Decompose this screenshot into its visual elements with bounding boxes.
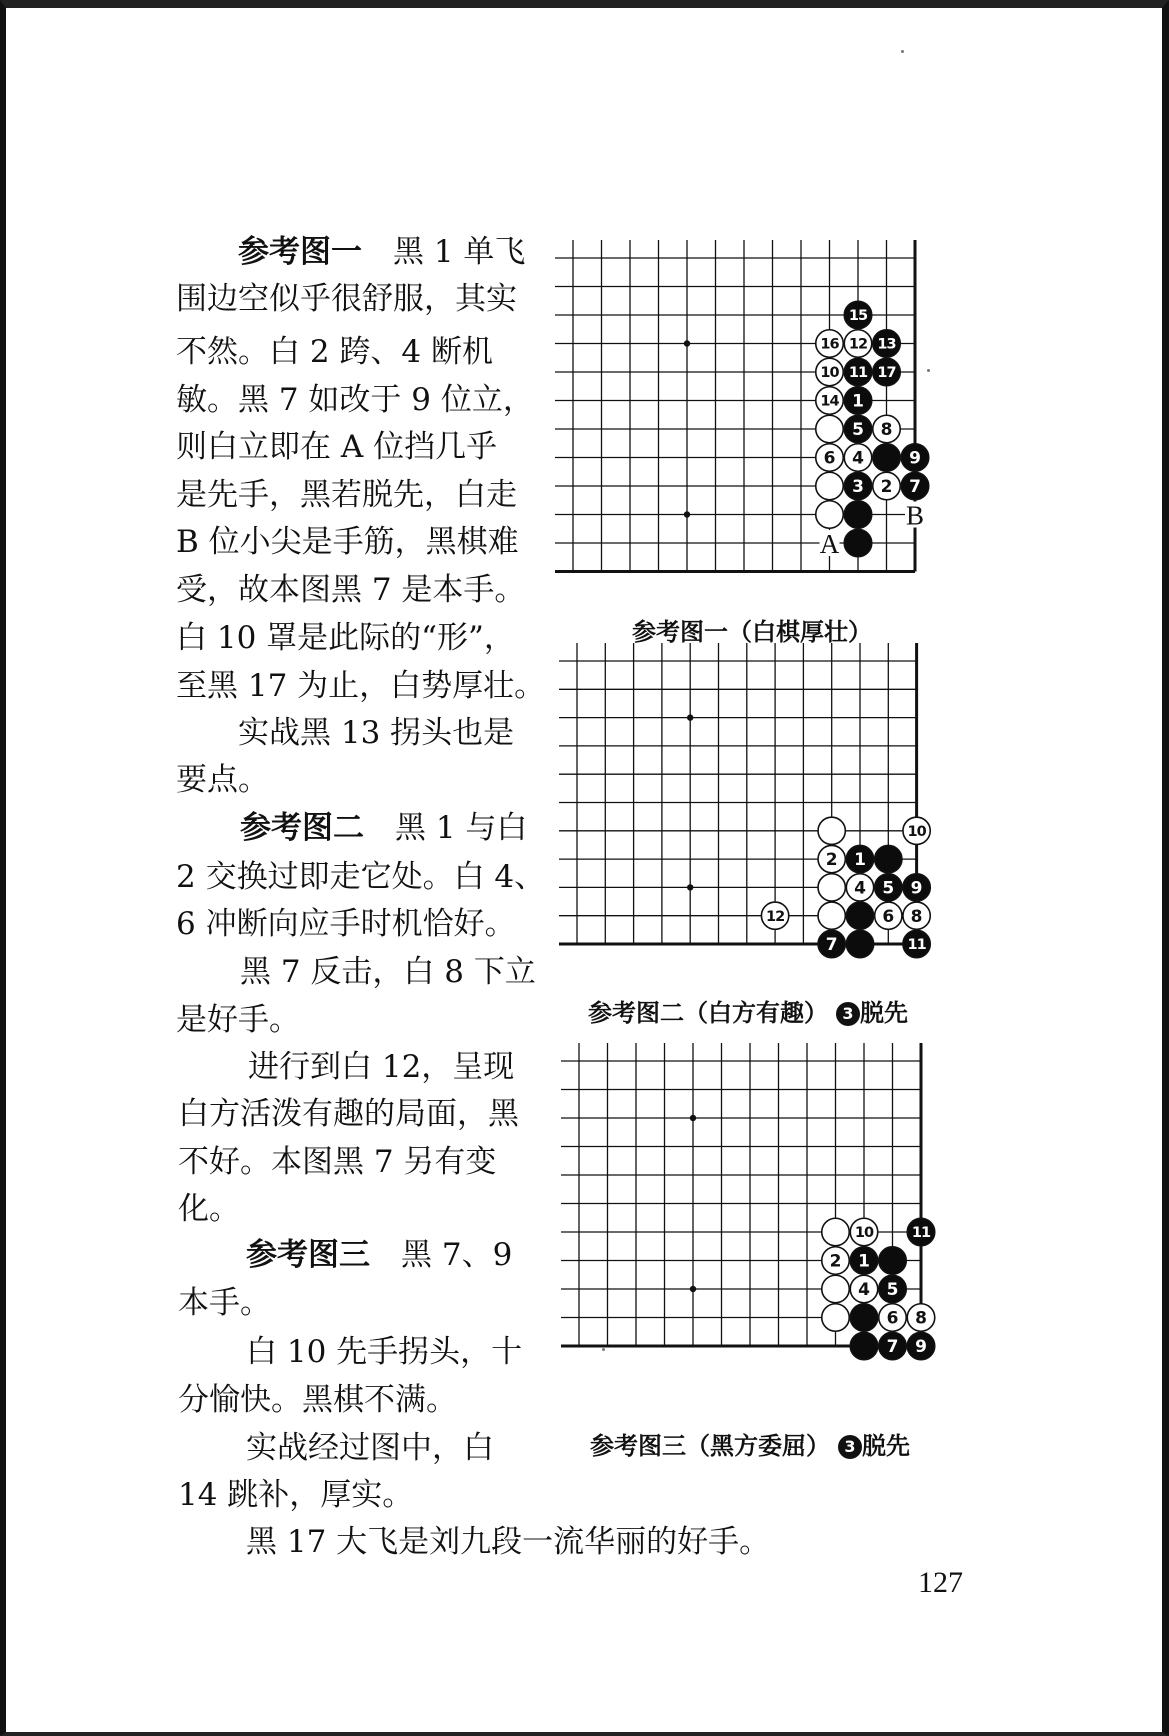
white-stone xyxy=(761,902,788,929)
stone-move-number: 7 xyxy=(886,1337,899,1358)
text-line: 本手。 xyxy=(178,1285,271,1321)
white-stone xyxy=(816,501,844,529)
black-stone xyxy=(846,930,873,957)
stone-move-number: 6 xyxy=(882,906,895,927)
text-line: 进行到白 12，呈现 xyxy=(248,1049,515,1085)
text-line: 白 10 罩是此际的“形”， xyxy=(176,620,515,656)
go-diagram-1 xyxy=(555,240,955,596)
stone-move-number: 11 xyxy=(907,937,926,954)
black-stone xyxy=(844,415,872,443)
white-stone xyxy=(822,1247,850,1275)
white-stone xyxy=(816,330,844,358)
stone-move-number: 12 xyxy=(766,908,785,925)
text-line: B 位小尖是手筋，黑棋难 xyxy=(176,524,519,560)
black-stone xyxy=(903,874,930,901)
stone-move-number: 9 xyxy=(910,878,923,899)
black-stone xyxy=(873,444,901,472)
black-stone xyxy=(903,930,930,957)
stone-move-number: 1 xyxy=(854,850,866,871)
stone-move-number: 6 xyxy=(823,448,836,469)
black-stone-marker-icon: 3 xyxy=(836,1002,860,1026)
text-line: 参考图三 黑 7、9 xyxy=(246,1237,513,1273)
white-stone xyxy=(818,874,845,901)
go-diagram-2 xyxy=(559,643,959,988)
black-stone xyxy=(846,845,873,872)
text-line: 不然。白 2 跨、4 断机 xyxy=(176,334,494,370)
stone-move-number: 7 xyxy=(909,477,921,498)
stone-move-number: 9 xyxy=(909,448,921,469)
stone-move-number: 6 xyxy=(886,1308,899,1329)
figure-heading: 参考图三 xyxy=(246,1237,370,1273)
text-line: 不好。本图黑 7 另有变 xyxy=(178,1144,497,1180)
stone-move-number: 10 xyxy=(820,365,839,382)
stone-move-number: 3 xyxy=(852,477,864,498)
white-stone xyxy=(822,1275,850,1303)
go-diagram-3 xyxy=(561,1043,961,1393)
black-stone xyxy=(844,529,872,557)
star-point xyxy=(687,884,693,890)
star-point xyxy=(690,1286,696,1292)
stone-move-number: 5 xyxy=(852,420,864,441)
text-line: 敏。黑 7 如改于 9 位立， xyxy=(176,382,534,418)
white-stone xyxy=(822,1218,850,1246)
black-stone xyxy=(907,1218,935,1246)
stone-move-number: 12 xyxy=(848,336,868,353)
stone-move-number: 2 xyxy=(825,850,838,871)
diagram-caption-2: 参考图二（白方有趣） 3 脱先 xyxy=(588,999,908,1027)
stone-move-number: 1 xyxy=(852,391,864,412)
white-stone xyxy=(873,415,901,443)
black-stone xyxy=(873,330,901,358)
black-stone xyxy=(844,387,872,415)
stone-move-number: 11 xyxy=(848,365,868,382)
stone-move-number: 9 xyxy=(915,1337,927,1358)
stone-move-number: 8 xyxy=(880,420,893,441)
white-stone xyxy=(822,1304,850,1332)
black-stone xyxy=(844,472,872,500)
black-stone xyxy=(850,1304,878,1332)
white-stone xyxy=(846,874,873,901)
stone-move-number: 2 xyxy=(880,477,893,498)
black-stone xyxy=(901,472,929,500)
white-stone xyxy=(844,330,872,358)
scan-speck xyxy=(602,1348,605,1351)
stone-move-number: 13 xyxy=(877,336,896,353)
diagram-caption-3: 参考图三（黑方委屈） 3 脱先 xyxy=(590,1432,910,1460)
figure-heading: 参考图一 xyxy=(238,234,362,270)
white-stone xyxy=(879,1304,907,1332)
black-stone xyxy=(879,1332,907,1360)
text-line: 参考图二 黑 1 与白 xyxy=(240,810,528,846)
stone-move-number: 4 xyxy=(852,448,864,469)
white-stone xyxy=(850,1218,878,1246)
scan-speck xyxy=(901,50,904,53)
white-stone xyxy=(907,1304,935,1332)
white-stone xyxy=(818,817,845,844)
stone-move-number: 8 xyxy=(910,906,923,927)
text-line: 实战黑 13 拐头也是 xyxy=(238,715,515,751)
stone-move-number: 5 xyxy=(886,1280,899,1301)
text-line: 受，故本图黑 7 是本手。 xyxy=(176,572,526,608)
text-line: 围边空似乎很舒服，其实 xyxy=(176,281,517,317)
text-line: 至黑 17 为止，白势厚壮。 xyxy=(176,668,546,704)
black-stone xyxy=(879,1247,907,1275)
star-point xyxy=(684,511,690,517)
stone-move-number: 7 xyxy=(825,935,838,956)
diagram-caption-1: 参考图一（白棋厚壮） xyxy=(632,618,872,646)
stone-move-number: 4 xyxy=(858,1280,870,1301)
figure-heading: 参考图二 xyxy=(240,810,364,846)
scan-speck xyxy=(927,369,930,372)
text-line: 是好手。 xyxy=(176,1002,300,1038)
black-stone xyxy=(873,358,901,386)
black-stone xyxy=(844,301,872,329)
stone-move-number: 16 xyxy=(820,336,839,353)
star-point xyxy=(690,1115,696,1121)
black-stone xyxy=(844,358,872,386)
point-letter: A xyxy=(819,529,840,559)
white-stone xyxy=(816,387,844,415)
stone-move-number: 2 xyxy=(829,1251,842,1272)
stone-move-number: 10 xyxy=(907,824,926,841)
stone-move-number: 10 xyxy=(854,1225,874,1242)
text-line: 实战经过图中，白 xyxy=(246,1430,494,1466)
white-stone xyxy=(903,817,930,844)
black-stone xyxy=(844,501,872,529)
white-stone xyxy=(873,472,901,500)
text-line: 是先手，黑若脱先，白走 xyxy=(176,477,517,513)
stone-move-number: 5 xyxy=(882,878,895,899)
stone-move-number: 8 xyxy=(915,1308,927,1329)
black-stone xyxy=(818,930,845,957)
white-stone xyxy=(818,902,845,929)
black-stone xyxy=(875,874,902,901)
stone-move-number: 4 xyxy=(854,878,866,899)
text-line: 则白立即在 A 位挡几乎 xyxy=(176,429,498,465)
text-line: 分愉快。黑棋不满。 xyxy=(178,1382,457,1418)
white-stone xyxy=(850,1275,878,1303)
text-line: 黑 7 反击，白 8 下立 xyxy=(240,954,536,990)
text-line: 黑 17 大飞是刘九段一流华丽的好手。 xyxy=(246,1524,771,1560)
black-stone xyxy=(879,1275,907,1303)
white-stone xyxy=(903,902,930,929)
text-line: 6 冲断向应手时机恰好。 xyxy=(176,906,516,942)
black-stone xyxy=(907,1332,935,1360)
white-stone xyxy=(816,415,844,443)
white-stone xyxy=(818,845,845,872)
black-stone-marker-icon: 3 xyxy=(838,1435,862,1459)
text-line: 14 跳补，厚实。 xyxy=(178,1477,414,1513)
text-line: 化。 xyxy=(178,1191,240,1227)
stone-move-number: 15 xyxy=(848,308,868,325)
text-line: 白方活泼有趣的局面，黑 xyxy=(178,1096,519,1132)
white-stone xyxy=(844,444,872,472)
stone-move-number: 1 xyxy=(858,1251,870,1272)
stone-move-number: 17 xyxy=(877,365,896,382)
star-point xyxy=(687,714,693,720)
stone-move-number: 14 xyxy=(820,393,839,410)
text-line: 要点。 xyxy=(176,762,269,798)
black-stone xyxy=(901,444,929,472)
black-stone xyxy=(846,902,873,929)
page-number: 127 xyxy=(918,1566,963,1599)
stone-move-number: 11 xyxy=(911,1225,931,1242)
text-line: 参考图一 黑 1 单飞 xyxy=(238,234,526,270)
white-stone xyxy=(816,358,844,386)
white-stone xyxy=(875,902,902,929)
black-stone xyxy=(850,1247,878,1275)
black-stone xyxy=(875,845,902,872)
white-stone xyxy=(816,472,844,500)
star-point xyxy=(684,340,690,346)
text-line: 2 交换过即走它处。白 4、 xyxy=(176,859,546,895)
white-stone xyxy=(816,444,844,472)
point-letter: B xyxy=(905,500,925,531)
black-stone xyxy=(850,1332,878,1360)
text-line: 白 10 先手拐头，十 xyxy=(246,1334,523,1370)
